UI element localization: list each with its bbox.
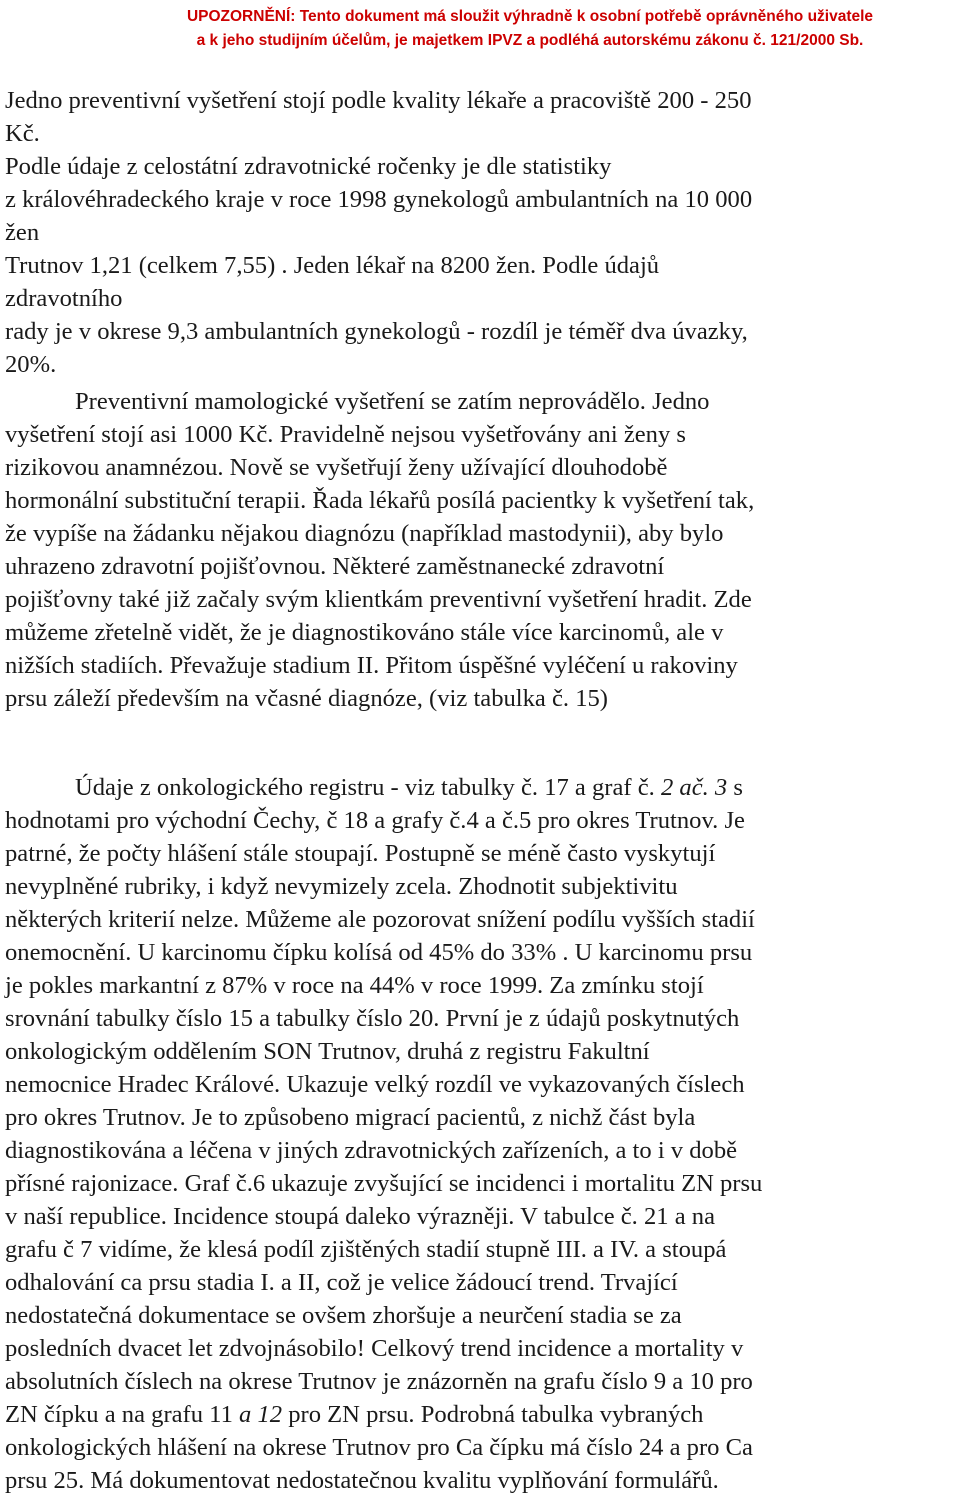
paragraph-line: uhrazeno zdravotní pojišťovnou. Některé zaměstnanecké zdravotní xyxy=(5,553,665,580)
paragraph-line: hodnotami pro východní Čechy, č 18 a grafy č.4 a č.5 pro okres Trutnov. Je xyxy=(5,807,745,834)
paragraph-line: v naší republice. Incidence stoupá daleko výrazněji. V tabulce č. 21 a na xyxy=(5,1203,715,1230)
paragraph-line: že vypíše na žádanku nějakou diagnózu (například mastodynii), aby bylo xyxy=(5,520,724,547)
paragraph-line: Kč. xyxy=(5,120,40,147)
paragraph-line: Údaje z onkologického registru - viz tabulky č. 17 a graf č. 2 ač. 3 s xyxy=(75,774,743,801)
paragraph-line: onkologickým oddělením SON Trutnov, druhá z registru Fakultní xyxy=(5,1038,650,1065)
paragraph-line: rizikovou anamnézou. Nově se vyšetřují ženy užívající dlouhodobě xyxy=(5,454,668,481)
paragraph-line: přísné rajonizace. Graf č.6 ukazuje zvyšující se incidenci i mortalitu ZN prsu xyxy=(5,1170,763,1197)
paragraph-mammology xyxy=(5,385,955,715)
paragraph-line: odhalování ca prsu stadia I. a II, což je velice žádoucí trend. Trvající xyxy=(5,1269,678,1296)
paragraph-line: nevyplněné rubriky, i když nevymizely zcela. Zhodnotit subjektivitu xyxy=(5,873,678,900)
paragraph-line: onemocnění. U karcinomu čípku kolísá od 45% do 33% . U karcinomu prsu xyxy=(5,939,753,966)
paragraph-line: hormonální substituční terapii. Řada lékařů posílá pacientky k vyšetření tak, xyxy=(5,487,755,514)
paragraph-oncology-registry xyxy=(5,771,955,1497)
paragraph-line: 20%. xyxy=(5,351,57,378)
paragraph-line: Jedno preventivní vyšetření stojí podle kvality lékaře a pracoviště 200 - 250 xyxy=(5,87,752,114)
paragraph-line: diagnostikována a léčena v jiných zdravotnických zařízeních, a to i v době xyxy=(5,1137,738,1164)
warning-line-2: a k jeho studijním účelům, je majetkem IPVZ a podléhá autorskému zákonu č. 121/2000 Sb. xyxy=(196,32,864,49)
warning-line-1: UPOZORNĚNÍ: Tento dokument má sloužit výhradně k osobní potřebě oprávněného uživatele xyxy=(186,8,874,25)
paragraph-line: posledních dvacet let zdvojnásobilo! Celkový trend incidence a mortality v xyxy=(5,1335,744,1362)
paragraph-line: grafu č 7 vidíme, že klesá podíl zjištěných stadií stupně III. a IV. a stoupá xyxy=(5,1236,727,1263)
paragraph-line: Trutnov 1,21 (celkem 7,55) . Jeden lékař na 8200 žen. Podle údajů xyxy=(5,252,660,279)
paragraph-line: patrné, že počty hlášení stále stoupají. Postupně se méně často vyskytují xyxy=(5,840,716,867)
italic-reference: a 12 xyxy=(239,1401,283,1428)
paragraph-line: můžeme zřetelně vidět, že je diagnostikováno stále více karcinomů, ale v xyxy=(5,619,724,646)
italic-reference: 2 ač. 3 xyxy=(660,774,728,801)
paragraph-line: žen xyxy=(5,219,40,246)
paragraph-line: pro okres Trutnov. Je to způsobeno migrací pacientů, z nichž část byla xyxy=(5,1104,696,1131)
paragraph-line: nedostatečná dokumentace se ovšem zhoršuje a neurčení stadia se za xyxy=(5,1302,682,1329)
paragraph-line: nemocnice Hradec Králové. Ukazuje velký rozdíl ve vykazovaných číslech xyxy=(5,1071,745,1098)
copyright-warning xyxy=(100,0,960,53)
paragraph-line: prsu záleží především na včasné diagnóze, (viz tabulka č. 15) xyxy=(5,685,608,712)
paragraph-line: Preventivní mamologické vyšetření se zatím neprovádělo. Jedno xyxy=(75,388,710,415)
paragraph-lines xyxy=(5,804,955,1398)
paragraph-line: pojišťovny také již začaly svým klientkám preventivní vyšetření hradit. Zde xyxy=(5,586,752,613)
paragraph-line: srovnání tabulky číslo 15 a tabulky číslo 20. První je z údajů poskytnutých xyxy=(5,1005,740,1032)
paragraph-line: prsu 25. Má dokumentovat nedostatečnou kvalitu vyplňování formulářů. xyxy=(5,1467,719,1494)
paragraph-line: Podle údaje z celostátní zdravotnické ročenky je dle statistiky xyxy=(5,153,612,180)
paragraph-line: některých kriterií nelze. Můžeme ale pozorovat snížení podílu vyšších stadií xyxy=(5,906,755,933)
paragraph-line: rady je v okrese 9,3 ambulantních gynekologů - rozdíl je téměř dva úvazky, xyxy=(5,318,748,345)
paragraph-preventive-exam-cost xyxy=(5,84,955,381)
paragraph-line: absolutních číslech na okrese Trutnov je znázorněn na grafu číslo 9 a 10 pro xyxy=(5,1368,753,1395)
paragraph-line: nižších stadiích. Převažuje stadium II. Přitom úspěšné vyléčení u rakoviny xyxy=(5,652,738,679)
paragraph-line: onkologických hlášení na okrese Trutnov pro Ca čípku má číslo 24 a pro Ca xyxy=(5,1434,753,1461)
paragraph-line: je pokles markantní z 87% v roce na 44% v roce 1999. Za zmínku stojí xyxy=(5,972,704,999)
paragraph-line: ZN čípku a na grafu 11 a 12 pro ZN prsu. Podrobná tabulka vybraných xyxy=(5,1401,704,1428)
paragraph-line: z královéhradeckého kraje v roce 1998 gynekologů ambulantních na 10 000 xyxy=(5,186,753,213)
paragraph-line: vyšetření stojí asi 1000 Kč. Pravidelně nejsou vyšetřovány ani ženy s xyxy=(5,421,686,448)
paragraph-line: zdravotního xyxy=(5,285,123,312)
